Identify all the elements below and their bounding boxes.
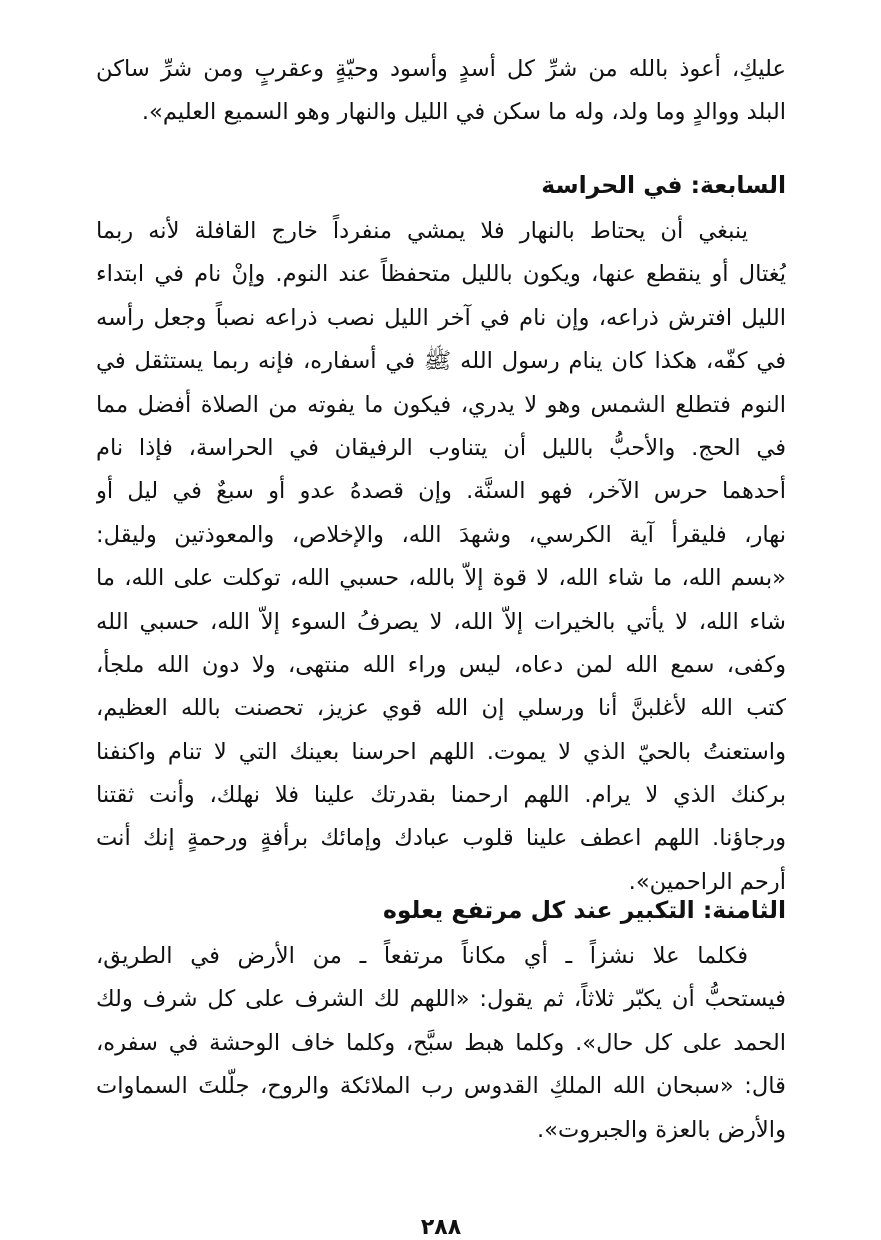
text-line: الحمد على كل حال». وكلما هبط سبَّح، وكلما خاف الوحشة في سفره، [96,1029,786,1056]
intro-paragraph [96,48,786,135]
text-line: كتب الله لأغلبنَّ أنا ورسلي إن الله قوي عزيز، تحصنت بالله العظيم، [96,695,786,722]
section-8-paragraph [96,935,786,1152]
text-line: ورجاؤنا. اللهم اعطف علينا قلوب عبادك وإمائك برأفةٍ ورحمةٍ إنك أنت [96,825,786,852]
text-line: نهار، فليقرأ آية الكرسي، وشهدَ الله، والإخلاص، والمعوذتين وليقل: [96,521,786,548]
text-line: فكلما علا نشزاً ـ أي مكاناً مرتفعاً ـ من الأرض في الطريق، [96,943,748,969]
text-line: الليل افترش ذراعه، وإن نام في آخر الليل نصب ذراعه نصباً وجعل رأسه [96,304,786,331]
section-heading: الثامنة: التكبير عند كل مرتفع يعلوه [382,896,786,924]
text-line: البلد ووالدٍ وما ولد، وله ما سكن في الليل والنهار وهو السميع العليم». [141,99,786,126]
text-line: قال: «سبحان الله الملكِ القدوس رب الملائكة والروح، جلّلتَ السماوات [96,1073,786,1100]
text-line: النوم فتطلع الشمس وهو لا يدري، فيكون ما يفوته من الصلاة أفضل مما [96,391,786,418]
text-line: يُغتال أو ينقطع عنها، ويكون بالليل متحفظاً عند النوم. وإنْ نام في ابتداء [96,261,786,288]
text-line: شاء الله، لا يأتي بالخيرات إلاّ الله، لا يصرفُ السوء إلاّ الله، حسبي الله [96,608,786,635]
text-line: بركنك الذي لا يرام. اللهم ارحمنا بقدرتك علينا فلا نهلك، وأنت ثقتنا [96,782,786,809]
text-line: «بسم الله، ما شاء الله، لا قوة إلاّ بالله، حسبي الله، توكلت على الله، ما [96,565,786,592]
text-line: وكفى، سمع الله لمن دعاه، ليس وراء الله منتهى، ولا دون الله ملجأ، [96,651,786,678]
section-7-paragraph [96,210,786,904]
text-line: فيستحبُّ أن يكبّر ثلاثاً، ثم يقول: «اللهم لك الشرف على كل شرف ولك [96,986,786,1013]
text-line: أرحم الراحمين». [628,868,786,895]
text-line: واستعنتُ بالحيّ الذي لا يموت. اللهم احرسنا بعينك التي لا تنام واكنفنا [96,738,786,765]
text-line: ينبغي أن يحتاط بالنهار فلا يمشي منفرداً خارج القافلة لأنه ربما [96,218,748,244]
text-line: أحدهما حرس الآخر، فهو السنَّة. وإن قصدهُ عدو أو سبعٌ في ليل أو [96,478,786,505]
page-number: ٢٨٨ [420,1215,462,1240]
text-line: في كفّه، هكذا كان ينام رسول الله ﷺ في أسفاره، فإنه ربما يستثقل في [96,348,786,375]
text-line: عليكِ، أعوذ بالله من شرِّ كل أسدٍ وأسود وحيّةٍ وعقربٍ ومن شرِّ ساكن [96,56,786,82]
section-heading: السابعة: في الحراسة [541,171,786,199]
text-line: في الحج. والأحبُّ بالليل أن يتناوب الرفيقان في الحراسة، فإذا نام [96,434,786,461]
book-page [96,40,786,1240]
text-line: والأرض بالعزة والجبروت». [536,1116,786,1143]
